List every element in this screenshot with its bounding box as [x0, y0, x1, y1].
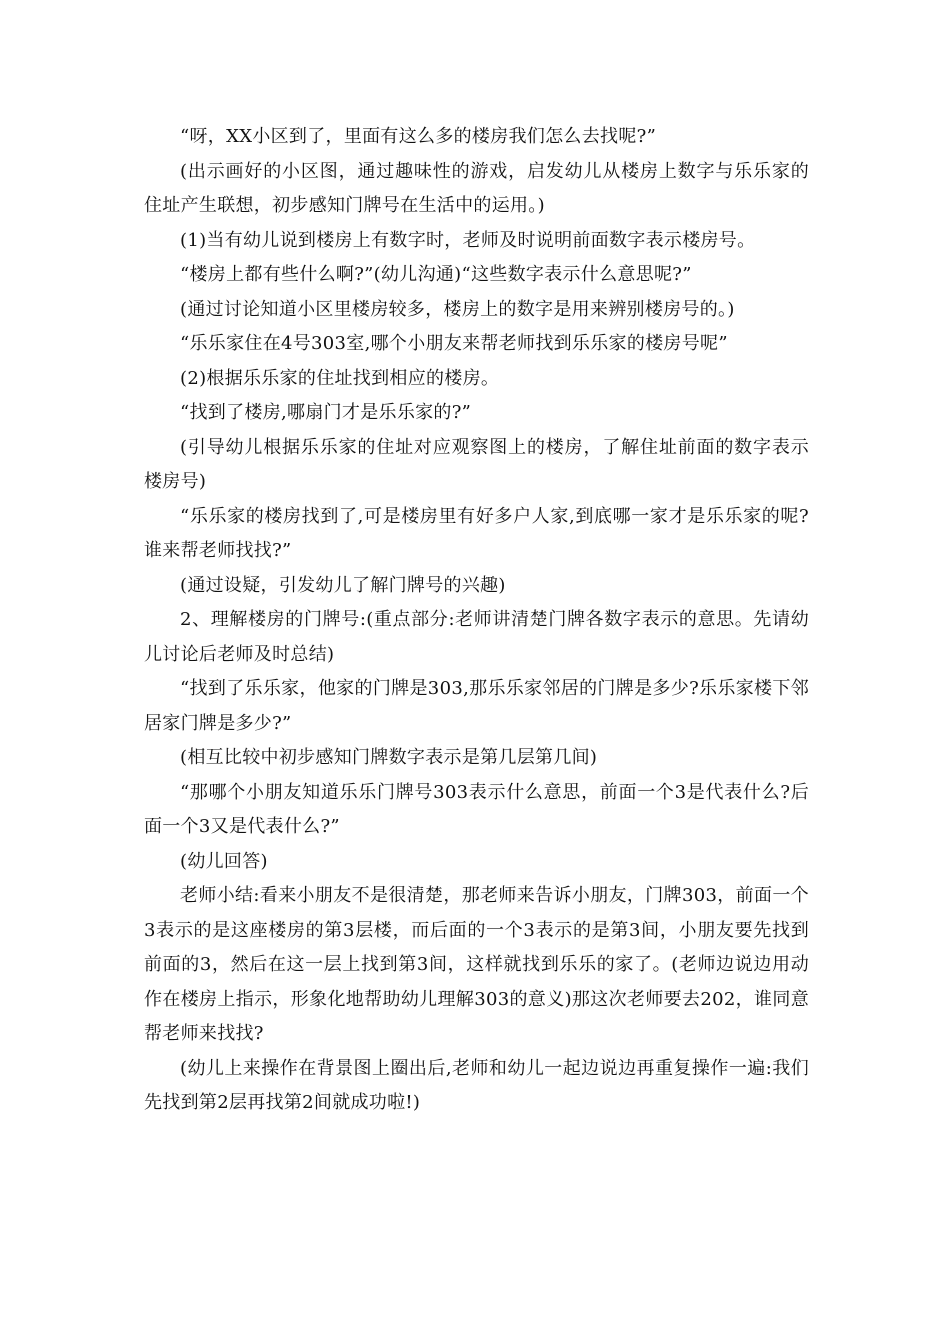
paragraph-guide-note: (引导幼儿根据乐乐家的住址对应观察图上的楼房，了解住址前面的数字表示楼房号): [144, 436, 809, 492]
paragraph-address-question: “乐乐家住在4号303室,哪个小朋友来帮老师找到乐乐家的楼房号呢”: [180, 333, 728, 354]
paragraph-step-2: (2)根据乐乐家的住址找到相应的楼房。: [180, 367, 500, 389]
paragraph-neighbor-question: “找到了乐乐家，他家的门牌是303,那乐乐家邻居的门牌是多少?乐乐家楼下邻居家门牌是多少?”: [144, 678, 809, 734]
document-body: [144, 120, 809, 1121]
paragraph-children-answer: (幼儿回答): [180, 850, 268, 872]
paragraph-step-1: (1)当有幼儿说到楼房上有数字时，老师及时说明前面数字表示楼房号。: [180, 229, 756, 251]
paragraph-meaning-question: “那哪个小朋友知道乐乐门牌号303表示什么意思，前面一个3是代表什么?后面一个3又是代表什么?”: [144, 781, 809, 837]
paragraph-show-map: (出示画好的小区图，通过趣味性的游戏，启发幼儿从楼房上数字与乐乐家的住址产生联想，初步感知门牌号在生活中的运用。): [144, 160, 809, 216]
paragraph-section-2: 2、理解楼房的门牌号:(重点部分:老师讲清楚门牌各数字表示的意思。先请幼儿讨论后老师及时总结): [144, 609, 809, 665]
paragraph-question-community: “呀，XX小区到了，里面有这么多的楼房我们怎么去找呢?”: [180, 126, 657, 147]
paragraph-interest-note: (通过设疑，引发幼儿了解门牌号的兴趣): [180, 574, 506, 596]
paragraph-operation-note: (幼儿上来操作在背景图上圈出后,老师和幼儿一起边说边再重复操作一遍:我们先找到第2层再找第2间就成功啦!): [144, 1057, 809, 1113]
paragraph-teacher-summary: 老师小结:看来小朋友不是很清楚，那老师来告诉小朋友，门牌303，前面一个3表示的是这座楼房的第3层楼，而后面的一个3表示的是第3间，小朋友要先找到前面的3，然后在这一层上找到第3间，这样就找到乐乐的家了。(老师边说边用动作在楼房上指示，形象化地帮助幼儿理解303的意义)那这次老师要去202，谁同意帮老师来找找?: [144, 885, 809, 1044]
paragraph-compare-note: (相互比较中初步感知门牌数字表示是第几层第几间): [180, 747, 598, 768]
paragraph-discussion-note: (通过讨论知道小区里楼房较多，楼房上的数字是用来辨别楼房号的。): [180, 298, 735, 320]
paragraph-question-building: “楼房上都有些什么啊?”(幼儿沟通)“这些数字表示什么意思呢?”: [180, 264, 692, 285]
paragraph-which-door: “找到了楼房,哪扇门才是乐乐家的?”: [180, 402, 472, 423]
paragraph-which-family: “乐乐家的楼房找到了,可是楼房里有好多户人家,到底哪一家才是乐乐家的呢?谁来帮老师找找?”: [144, 505, 809, 561]
